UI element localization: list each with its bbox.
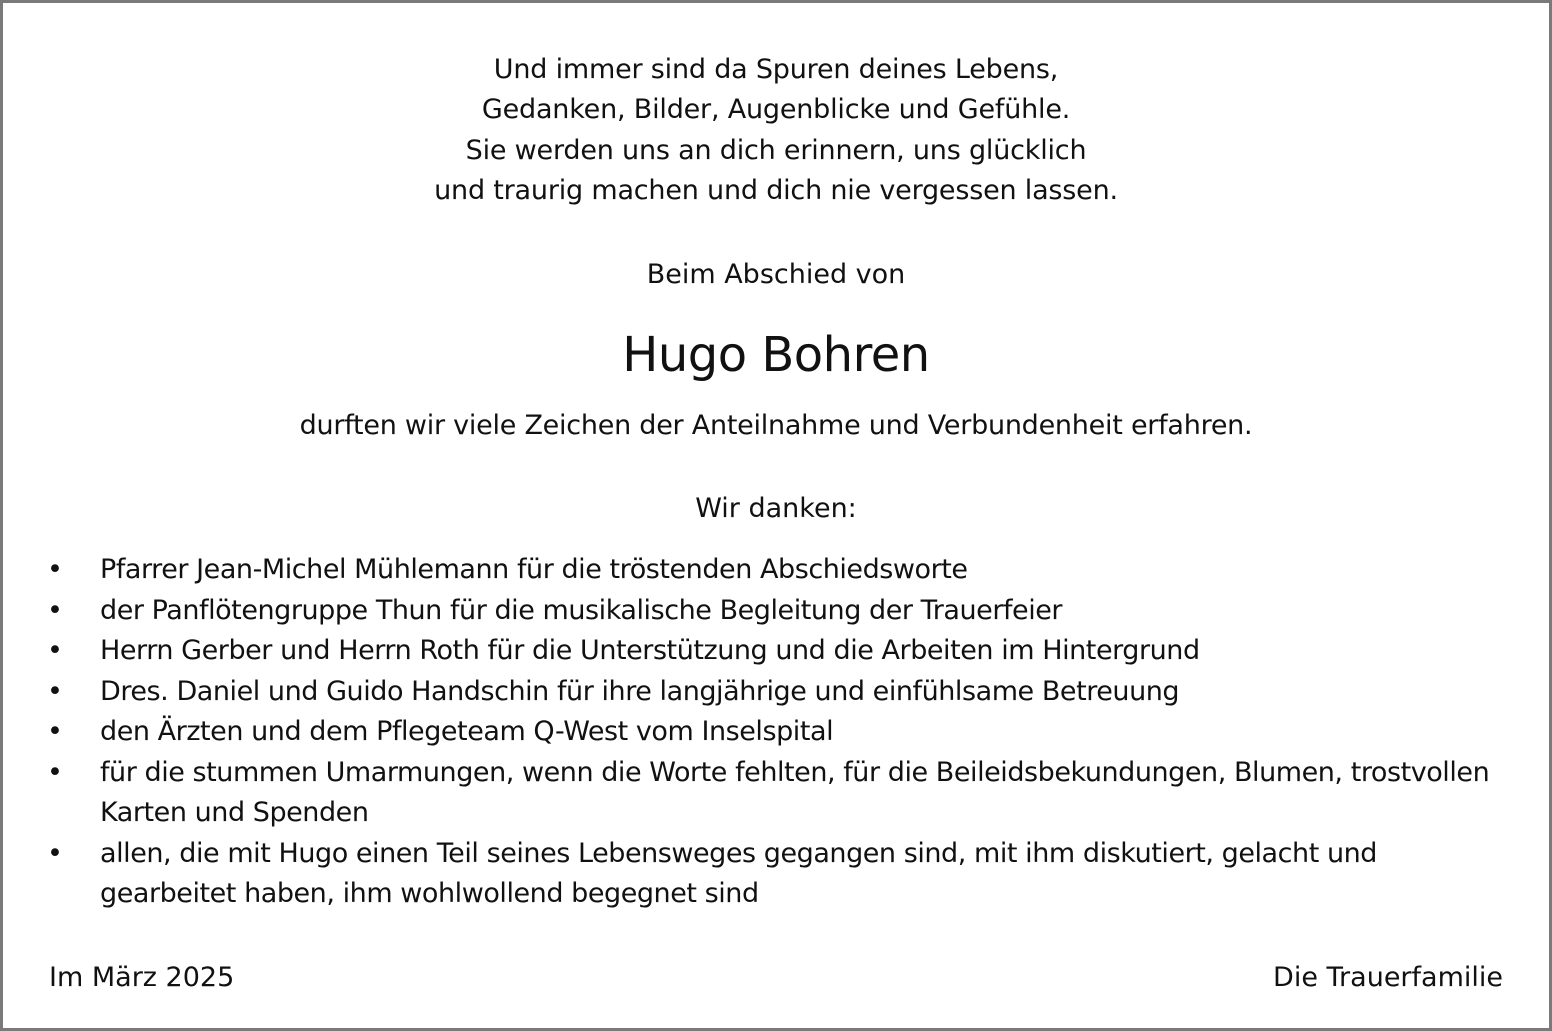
signature-line: Die Trauerfamilie — [1273, 962, 1503, 993]
list-item-text: für die stummen Umarmungen, wenn die Worte fehlten, für die Beileidsbekundungen, Blumen, trostvollen Karten und Spenden — [100, 756, 1490, 828]
list-item — [43, 591, 1518, 632]
list-item — [43, 712, 1518, 753]
memorial-poem — [3, 50, 1549, 211]
bullet-icon: • — [47, 837, 63, 869]
list-item-text: allen, die mit Hugo einen Teil seines Lebensweges gegangen sind, mit ihm diskutiert, gelacht und gearbeitet haben, ihm wohlwollend begegnet sind — [100, 837, 1377, 909]
bullet-icon: • — [47, 554, 63, 585]
list-item — [43, 550, 1518, 591]
bullet-icon: • — [47, 635, 63, 666]
thanks-heading: Wir danken: — [695, 493, 857, 524]
bullet-icon: • — [47, 675, 63, 707]
list-item-text: Dres. Daniel und Guido Handschin für ihre langjährige und einfühlsame Betreuung — [100, 675, 1180, 707]
deceased-name: Hugo Bohren — [622, 327, 930, 383]
list-item — [43, 834, 1518, 915]
list-item-text: der Panflötengruppe Thun für die musikalische Begleitung der Trauerfeier — [100, 594, 1063, 626]
list-item-text: Pfarrer Jean-Michel Mühlemann für die tröstenden Abschiedsworte — [100, 554, 968, 585]
poem-line: und traurig machen und dich nie vergessen lassen. — [434, 174, 1118, 206]
bullet-icon: • — [47, 594, 63, 626]
poem-line: Und immer sind da Spuren deines Lebens, — [493, 54, 1059, 85]
list-item — [43, 631, 1518, 672]
date-line: Im März 2025 — [49, 962, 235, 993]
thanks-list — [43, 550, 1518, 915]
list-item — [43, 672, 1518, 713]
poem-line: Gedanken, Bilder, Augenblicke und Gefühle. — [481, 94, 1071, 126]
poem-line: Sie werden uns an dich erinnern, uns glücklich — [465, 134, 1087, 166]
bullet-icon: • — [47, 756, 63, 788]
list-item — [43, 753, 1518, 834]
bullet-icon: • — [47, 716, 63, 747]
list-item-text: den Ärzten und dem Pflegeteam Q-West vom Inselspital — [100, 716, 834, 747]
list-item-text: Herrn Gerber und Herrn Roth für die Unterstützung und die Arbeiten im Hintergrund — [100, 635, 1200, 666]
sympathy-statement: durften wir viele Zeichen der Anteilnahme und Verbundenheit erfahren. — [299, 410, 1253, 441]
farewell-intro: Beim Abschied von — [646, 259, 906, 290]
